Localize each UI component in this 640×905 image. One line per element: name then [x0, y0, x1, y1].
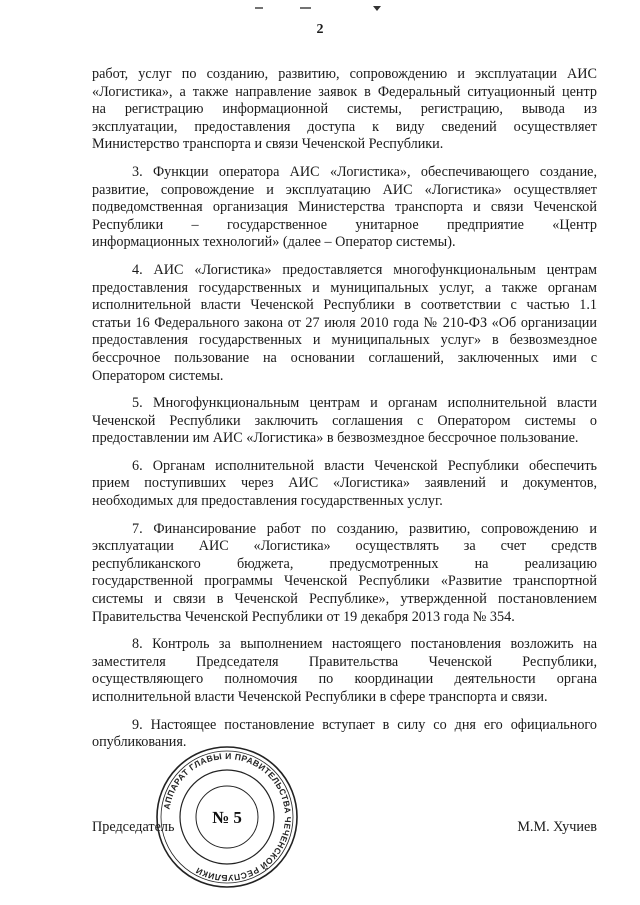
svg-text:№ 5: № 5	[212, 808, 242, 827]
text-line: Республики – государственное унитарное предприятие «Центр	[92, 216, 597, 233]
text-line: предоставления государственных и муниципальных услуг» в безвозмездное	[92, 332, 597, 349]
svg-text:АППАРАТ ГЛАВЫ И ПРАВИТЕЛЬСТВА: АППАРАТ ГЛАВЫ И ПРАВИТЕЛЬСТВА ЧЕЧЕНСКОЙ РЕСПУБЛИКИ	[161, 750, 294, 884]
text-line: исполнительной власти Чеченской Республики в сфере транспорта и связи.	[92, 689, 548, 705]
text-line: предоставления государственных и муниципальных услуг, а также органам	[92, 279, 597, 296]
text-line: эксплуатации, предоставления доступа к виду сведений осуществляет	[92, 118, 597, 135]
text-line: эксплуатации АИС «Логистика» осуществлять за счет средств	[92, 538, 597, 555]
text-line: статьи 16 Федерального закона от 27 июля 2010 года № 210-ФЗ «Об организации	[92, 314, 597, 331]
text-line: 4. АИС «Логистика» предоставляется многофункциональным центрам	[132, 261, 597, 278]
text-line: системы и связи в Чеченской Республике», утвержденной постановлением	[92, 591, 597, 608]
text-line: республиканского бюджета, предусмотренных на реализацию	[92, 555, 597, 572]
text-line: Министерство транспорта и связи Чеченской Республики.	[92, 136, 444, 153]
paragraph	[92, 521, 597, 627]
text-line: развитие, сопровождение и эксплуатацию АИС «Логистика» осуществляет	[92, 181, 597, 198]
text-line: исполнительной власти Чеченской Республики в соответствии с частью 1.1	[92, 297, 597, 314]
paragraph	[92, 164, 597, 252]
text-line: осуществляющего полномочия по координации деятельности органа	[92, 671, 597, 688]
paragraph	[92, 262, 597, 385]
text-line: Оператором системы.	[92, 367, 224, 384]
text-line: Правительства Чеченской Республики от 19 декабря 2013 года № 354.	[92, 608, 515, 625]
paragraph	[92, 458, 597, 511]
text-line: на регистрацию информационной системы, регистрацию, вывода из	[92, 101, 597, 118]
signatory-name: М.М. Хучиев	[517, 819, 597, 835]
text-line: государственной программы Чеченской Республики «Развитие транспортной	[92, 573, 597, 590]
text-line: заместителя Председателя Правительства Чеченской Республики,	[92, 653, 597, 670]
text-line: Чеченской Республики заключить соглашения с Оператором системы о	[92, 412, 597, 429]
page-number: 2	[316, 22, 324, 37]
paragraph	[92, 395, 597, 448]
text-line: 7. Финансирование работ по созданию, развитию, сопровождению и	[132, 520, 597, 537]
paragraph	[92, 66, 597, 154]
text-line: информационных технологий» (далее – Оператор системы).	[92, 234, 456, 251]
text-line: 9. Настоящее постановление вступает в силу со дня его официального	[132, 716, 597, 733]
signatory-title: Председатель	[92, 819, 175, 835]
text-line: подведомственная организация Министерства транспорта и связи Чеченской	[92, 199, 597, 216]
text-line: работ, услуг по созданию, развитию, сопровождению и эксплуатации АИС	[92, 66, 597, 82]
text-line: 3. Функции оператора АИС «Логистика», обеспечивающего создание,	[132, 163, 597, 180]
text-line: 6. Органам исполнительной власти Чеченской Республики обеспечить	[132, 457, 597, 474]
text-line: предоставлении им АИС «Логистика» в безвозмездное бессрочное пользование.	[92, 430, 579, 447]
text-line: опубликования.	[92, 734, 187, 751]
text-line: 5. Многофункциональным центрам и органам исполнительной власти	[132, 395, 597, 412]
document-body	[92, 66, 597, 762]
top-edge-marks	[255, 0, 395, 8]
official-seal-stamp	[152, 742, 302, 892]
text-line: необходимых для предоставления государственных услуг.	[92, 493, 443, 510]
text-line: бессрочное пользование на основании соглашений, заключенных ими с	[92, 349, 597, 366]
text-line: прием поступивших через АИС «Логистика» заявлений и документов,	[92, 475, 597, 492]
text-line: «Логистика», а также направление заявок в Федеральный ситуационный центр	[92, 83, 597, 100]
text-line: 8. Контроль за выполнением настоящего постановления возложить на	[132, 636, 597, 653]
paragraph	[92, 636, 597, 706]
